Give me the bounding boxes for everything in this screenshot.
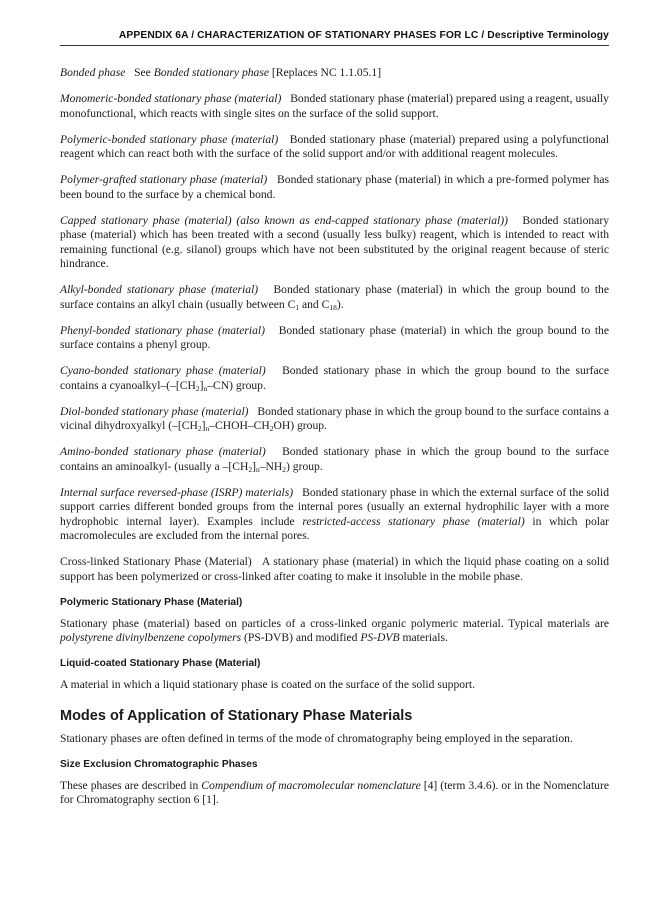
paragraph-modes-of-application: Stationary phases are often defined in terms of the mode of chromatography being employed in the separation. <box>60 731 573 745</box>
entry-polymeric-bonded <box>60 133 609 162</box>
definition-part: ] <box>201 419 206 432</box>
definition-part: ). <box>336 297 344 311</box>
subscript: n <box>255 464 260 474</box>
paragraph-polymeric-stationary-phase <box>60 617 609 646</box>
definition-part: Bonded stationary phase (material) in which the group bound to the surface contains an alkyl chain (usually between C <box>60 283 609 311</box>
term: Amino-bonded stationary phase (material) <box>60 445 266 458</box>
text: These phases are described in <box>60 778 202 792</box>
subscript: 2 <box>248 464 253 474</box>
text: materials. <box>399 631 448 644</box>
heading-modes-of-application: Modes of Application of Stationary Phase Materials <box>60 707 413 724</box>
replaces-note: [Replaces NC 1.1.05.1] <box>271 66 382 79</box>
term: Phenyl-bonded stationary phase (material) <box>60 323 265 337</box>
text: (PS-DVB) and modified <box>241 631 361 644</box>
text: [4] (term 3.4.6). or in the Nomenclature for Chromatography section 6 [1]. <box>60 778 609 806</box>
definition: Bonded stationary phase (material) prepared using a reagent, usually monofunctional, which reacts with single sites on the surface of the solid support. <box>60 92 609 120</box>
paragraph-liquid-coated: A material in which a liquid stationary phase is coated on the surface of the solid support. <box>60 678 476 691</box>
heading-polymeric-stationary-phase: Polymeric Stationary Phase (Material) <box>60 596 243 608</box>
definition: Bonded stationary phase (material) in which the group bound to the surface contains a phenyl group. <box>60 323 609 351</box>
text-italic: PS-DVB <box>360 631 400 644</box>
definition-part: –CHOH–CH <box>209 419 270 432</box>
running-header: APPENDIX 6A / CHARACTERIZATION OF STATIONARY PHASES FOR LC / Descriptive Terminology <box>118 30 609 41</box>
heading-liquid-coated: Liquid-coated Stationary Phase (Material) <box>60 658 261 669</box>
entry-amino <box>60 445 609 474</box>
definition-italic: restricted-access stationary phase (material) <box>302 514 525 528</box>
definition-part: –CN) group. <box>207 378 266 392</box>
content <box>60 66 609 819</box>
entry-phenyl <box>60 324 609 353</box>
see-label: See <box>134 66 151 79</box>
entry-alkyl <box>60 283 609 312</box>
entry-bonded-phase <box>60 66 609 81</box>
paragraph-size-exclusion <box>60 779 609 808</box>
subscript: 2 <box>282 464 287 474</box>
entry-diol <box>60 405 609 434</box>
term: Diol-bonded stationary phase (material) <box>60 404 249 418</box>
subscript: 1 <box>295 302 300 312</box>
term: Capped stationary phase (material) (also known as end-capped stationary phase (material)) <box>60 213 508 227</box>
definition-part: Bonded stationary phase in which the group bound to the surface contains an aminoalkyl- (usually a –[CH <box>60 445 609 473</box>
term: Cross-linked Stationary Phase (Material) <box>60 555 252 568</box>
term: Polymer-grafted stationary phase (material) <box>60 173 268 186</box>
definition-part: Bonded stationary phase in which the group bound to the surface contains a vicinal dihydroxyalkyl (–[CH <box>60 404 609 432</box>
entry-cross-linked <box>60 555 609 584</box>
term: Cyano-bonded stationary phase (material) <box>60 364 266 377</box>
see-reference: Bonded stationary phase <box>153 66 270 79</box>
text: Stationary phase (material) based on particles of a cross-linked organic polymeric material. Typical materials are <box>60 616 609 630</box>
subscript: n <box>205 424 210 433</box>
definition-part: ] <box>252 459 256 473</box>
subscript: 2 <box>195 383 200 393</box>
definition-part: ] <box>199 378 204 392</box>
term: Polymeric-bonded stationary phase (material) <box>60 132 279 146</box>
text-italic: polystyrene divinylbenzene copolymers <box>60 631 242 644</box>
definition-part: Bonded stationary phase in which the external surface of the solid support carries different bonded groups from the internal pores (usually an external hydrophilic layer with a more hydrophobic internal layer). Examples include <box>60 485 609 528</box>
definition-part: ) group. <box>286 459 323 473</box>
entry-cyano <box>60 364 609 393</box>
text-italic: Compendium of macromolecular nomenclature <box>201 778 421 792</box>
definition: A stationary phase (material) in which the liquid phase coating on a solid support has been polymerized or cross-linked after coating to make it insoluble in the mobile phase. <box>60 555 609 583</box>
definition: Bonded stationary phase (material) which has been treated with a second (usually less bulky) reagent, which is intended to react with remaining functional (e.g. silanol) groups which have not been substituted by the original reagent because of steric hindrance. <box>60 213 609 270</box>
entry-polymer-grafted <box>60 173 609 202</box>
subscript: 2 <box>197 424 202 433</box>
entry-isrp <box>60 486 609 544</box>
subscript: 18 <box>329 302 337 312</box>
subscript: n <box>203 383 208 393</box>
subscript: 2 <box>269 424 274 433</box>
entry-monomeric <box>60 92 609 121</box>
definition: Bonded stationary phase (material) in which a pre-formed polymer has been bound to the surface by a chemical bond. <box>60 173 610 201</box>
term: Bonded phase <box>60 66 126 79</box>
term: Monomeric-bonded stationary phase (material) <box>60 92 282 105</box>
heading-size-exclusion: Size Exclusion Chromatographic Phases <box>60 758 258 770</box>
definition-part: in which polar macromolecules are excluded from the internal pores. <box>60 514 609 542</box>
term: Alkyl-bonded stationary phase (material) <box>60 283 259 296</box>
entry-capped <box>60 214 609 272</box>
header-rule <box>60 45 609 46</box>
definition-part: and C <box>299 297 330 311</box>
definition-part: OH) group. <box>273 419 327 432</box>
definition: Bonded stationary phase (material) prepared using a polyfunctional reagent which can react both with the surface of the solid support and/or with additional reagent molecules. <box>60 132 609 160</box>
term: Internal surface reversed-phase (ISRP) materials) <box>60 485 294 499</box>
definition-part: –NH <box>259 459 283 473</box>
definition-part: Bonded stationary phase in which the group bound to the surface contains a cyanoalkyl–(–[CH <box>60 364 609 392</box>
